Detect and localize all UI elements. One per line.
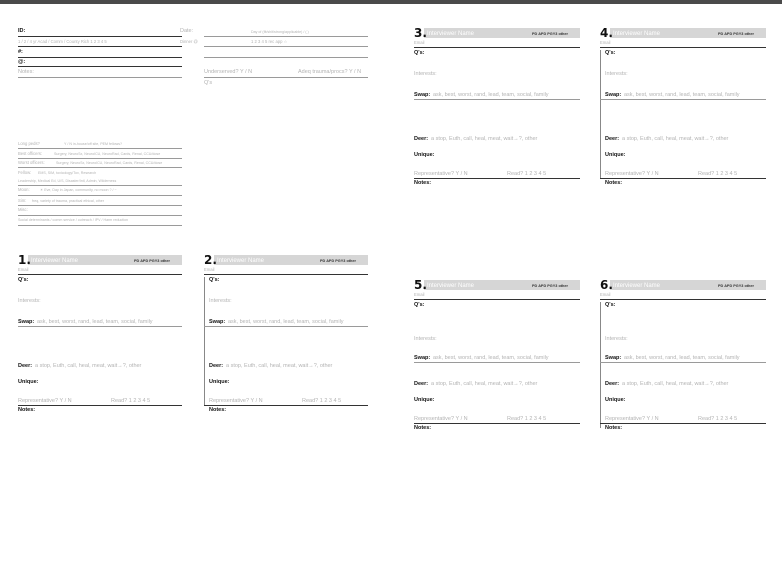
rule bbox=[204, 326, 368, 327]
underserved-label: Underserved? Y / N bbox=[204, 69, 253, 75]
interviewer-number: 5. bbox=[414, 278, 427, 292]
interests-label: Interests: bbox=[414, 71, 437, 77]
rule bbox=[414, 99, 580, 100]
peds-row-label: Sim: bbox=[18, 198, 27, 203]
role-options[interactable]: PD APD PGY3 other bbox=[532, 32, 568, 36]
interviewer-name-label[interactable]: Interviewer Name bbox=[31, 258, 79, 264]
deer-label: Deer: bbox=[605, 381, 620, 387]
qs-label: Q's: bbox=[414, 50, 425, 56]
rule bbox=[18, 167, 182, 168]
rule bbox=[414, 423, 580, 424]
day-of-label: Day of (fit/shit/strong/applicable) / ( ) bbox=[251, 30, 309, 34]
rule bbox=[18, 185, 182, 186]
swap-options: ask, best, worst, rand, lead, team, social, family bbox=[624, 355, 740, 361]
qs-label: Q's: bbox=[605, 50, 616, 56]
swap-options: ask, best, worst, rand, lead, team, social, family bbox=[37, 319, 153, 325]
rule bbox=[18, 195, 182, 196]
notes-label: Notes: bbox=[605, 180, 623, 186]
representative-label: Representative? Y / N bbox=[605, 416, 659, 422]
swap-label: Swap: bbox=[18, 319, 35, 325]
deer-options: a stop, Euth, call, heal, meat, wait→?, other bbox=[431, 381, 538, 387]
adeq-trauma-label: Adeq trauma/procs? Y / N bbox=[298, 69, 362, 75]
qs-label: Q's: bbox=[18, 277, 29, 283]
year-line: 1 / 2 / 4 yr Acad / Comm / County Rich 1 2 3 4 5 bbox=[18, 39, 107, 44]
rule bbox=[18, 326, 182, 327]
peds-row-value: Surgery, NeuroSx, NeuroICU, NeuroRad, Cards, Renal, CCU/dose bbox=[54, 152, 161, 156]
hash-label: #: bbox=[18, 49, 23, 55]
interests-label: Interests: bbox=[605, 71, 628, 77]
deer-options: a stop, Euth, call, heal, meat, wait→?, other bbox=[622, 136, 729, 142]
qs-label: Q's: bbox=[209, 277, 220, 283]
swap-options: ask, best, worst, rand, lead, team, social, family bbox=[228, 319, 344, 325]
column-divider bbox=[204, 277, 205, 405]
peds-row-value: Social determinants / comm service / outreach / IPV / Harm reduction bbox=[18, 218, 129, 222]
rule bbox=[18, 274, 182, 275]
email-label: Email bbox=[18, 267, 29, 272]
rule bbox=[18, 46, 182, 47]
peds-row-value: Leadership, Medical Ed, U/S, Disaster/Intl, Admin, Wilderness bbox=[18, 179, 117, 183]
column-divider bbox=[600, 302, 601, 428]
deer-options: a stop, Euth, call, heal, meat, wait→?, other bbox=[35, 363, 142, 369]
peds-row-value: Y / N in-house/off site, PEM fellows? bbox=[64, 142, 122, 146]
interviewer-number: 4. bbox=[600, 26, 613, 40]
rule bbox=[204, 274, 368, 275]
notes-label: Notes: bbox=[18, 407, 36, 413]
interviewer-number: 1. bbox=[18, 253, 31, 267]
email-label: Email bbox=[600, 292, 611, 297]
interests-label: Interests: bbox=[605, 336, 628, 342]
deer-label: Deer: bbox=[18, 363, 33, 369]
peds-row-label: Moon: bbox=[18, 187, 30, 192]
representative-label: Representative? Y / N bbox=[414, 171, 468, 177]
swap-options: ask, best, worst, rand, lead, team, social, family bbox=[433, 92, 549, 98]
representative-label: Representative? Y / N bbox=[605, 171, 659, 177]
rule bbox=[600, 47, 766, 48]
rule bbox=[204, 46, 368, 47]
deer-options: a stop, Euth, call, heal, meat, wait→?, other bbox=[622, 381, 729, 387]
notes-label: Notes: bbox=[209, 407, 227, 413]
deer-label: Deer: bbox=[414, 136, 429, 142]
day-scale: 1 2 3 4 5 rec app ☆ bbox=[251, 39, 288, 44]
interests-label: Interests: bbox=[18, 298, 41, 304]
rule bbox=[204, 405, 368, 406]
unique-label: Unique: bbox=[18, 379, 39, 385]
swap-options: ask, best, worst, rand, lead, team, social, family bbox=[624, 92, 740, 98]
top-bar bbox=[0, 0, 782, 4]
rule bbox=[18, 77, 182, 78]
dinner-label: Dinner @ bbox=[180, 39, 198, 44]
rule bbox=[204, 36, 368, 37]
rule bbox=[414, 299, 580, 300]
unique-label: Unique: bbox=[414, 397, 435, 403]
rule bbox=[18, 158, 182, 159]
deer-options: a stop, Euth, call, heal, meat, wait→?, other bbox=[226, 363, 333, 369]
qs-label: Q's: bbox=[414, 302, 425, 308]
swap-label: Swap: bbox=[209, 319, 226, 325]
rule bbox=[600, 423, 766, 424]
rule bbox=[600, 362, 766, 363]
rule bbox=[18, 66, 182, 67]
at-label: @: bbox=[18, 59, 26, 65]
rule bbox=[18, 205, 182, 206]
rule bbox=[414, 362, 580, 363]
representative-label: Representative? Y / N bbox=[209, 398, 263, 404]
deer-options: a stop, Euth, call, heal, meat, wait→?, other bbox=[431, 136, 538, 142]
peds-row-value: ☀ Eve, Day in Japan, community, no moon ? / ~ bbox=[40, 188, 117, 192]
swap-label: Swap: bbox=[414, 355, 431, 361]
interviewer-number: 2. bbox=[204, 253, 217, 267]
interviewer-name-label[interactable]: Interviewer Name bbox=[427, 283, 475, 289]
rule bbox=[204, 57, 368, 58]
representative-label: Representative? Y / N bbox=[18, 398, 72, 404]
notes-label: Notes: bbox=[414, 425, 432, 431]
email-label: Email bbox=[414, 292, 425, 297]
email-label: Email bbox=[600, 40, 611, 45]
rule bbox=[18, 57, 182, 58]
peds-row-label: Best officers: bbox=[18, 151, 43, 156]
interests-label: Interests: bbox=[209, 298, 232, 304]
representative-label: Representative? Y / N bbox=[414, 416, 468, 422]
qs-label: Q's bbox=[204, 80, 213, 86]
interviewer-number: 3. bbox=[414, 26, 427, 40]
role-options[interactable]: PD APD PGY3 other bbox=[532, 284, 568, 288]
read-rating-label: Read? 1 2 3 4 5 bbox=[507, 171, 547, 177]
qs-label: Q's: bbox=[605, 302, 616, 308]
rule bbox=[414, 178, 580, 179]
unique-label: Unique: bbox=[414, 152, 435, 158]
interviewer-name-label[interactable]: Interviewer Name bbox=[613, 283, 661, 289]
peds-row-label: Fellow: bbox=[18, 170, 32, 175]
email-label: Email bbox=[414, 40, 425, 45]
notes-label: Notes: bbox=[18, 69, 34, 75]
unique-label: Unique: bbox=[605, 152, 626, 158]
swap-label: Swap: bbox=[605, 92, 622, 98]
swap-label: Swap: bbox=[414, 92, 431, 98]
rule bbox=[18, 148, 182, 149]
read-rating-label: Read? 1 2 3 4 5 bbox=[698, 416, 738, 422]
peds-row-value: EMS, SIM, toxicology/Tox, Research bbox=[38, 171, 97, 175]
rule bbox=[204, 77, 368, 78]
unique-label: Unique: bbox=[605, 397, 626, 403]
peds-row-label: Long peds? bbox=[18, 141, 40, 146]
deer-label: Deer: bbox=[414, 381, 429, 387]
rule bbox=[600, 99, 766, 100]
rule bbox=[18, 405, 182, 406]
read-rating-label: Read? 1 2 3 4 5 bbox=[507, 416, 547, 422]
role-options[interactable]: PD APD PGY3 other bbox=[718, 284, 754, 288]
read-rating-label: Read? 1 2 3 4 5 bbox=[302, 398, 342, 404]
rule bbox=[414, 47, 580, 48]
swap-options: ask, best, worst, rand, lead, team, social, family bbox=[433, 355, 549, 361]
deer-label: Deer: bbox=[209, 363, 224, 369]
role-options[interactable]: PD APD PGY3 other bbox=[134, 259, 170, 263]
rule bbox=[18, 225, 182, 226]
peds-row-label: Misc: bbox=[18, 207, 28, 212]
read-rating-label: Read? 1 2 3 4 5 bbox=[698, 171, 738, 177]
rule bbox=[18, 215, 182, 216]
deer-label: Deer: bbox=[605, 136, 620, 142]
role-options[interactable]: PD APD PGY3 other bbox=[718, 32, 754, 36]
date-label: Date: bbox=[180, 28, 194, 34]
notes-label: Notes: bbox=[605, 425, 623, 431]
rule bbox=[600, 178, 766, 179]
rule bbox=[600, 299, 766, 300]
interviewer-number: 6. bbox=[600, 278, 613, 292]
interviewer-name-label[interactable]: Interviewer Name bbox=[613, 31, 661, 37]
peds-row-label: Worst officers: bbox=[18, 160, 45, 165]
swap-label: Swap: bbox=[605, 355, 622, 361]
unique-label: Unique: bbox=[209, 379, 230, 385]
rule bbox=[18, 36, 182, 37]
role-options[interactable]: PD APD PGY3 other bbox=[320, 259, 356, 263]
interviewer-name-label[interactable]: Interviewer Name bbox=[217, 258, 265, 264]
read-rating-label: Read? 1 2 3 4 5 bbox=[111, 398, 151, 404]
column-divider bbox=[600, 50, 601, 178]
email-label: Email bbox=[204, 267, 215, 272]
interests-label: Interests: bbox=[414, 336, 437, 342]
peds-row-value: freq, variety of trauma, practical ethical, other bbox=[32, 199, 104, 203]
peds-row-value: Surgery, NeuroSx, NeuroICU, NeuroRad, Cards, Renal, CCU/dose bbox=[56, 161, 163, 165]
id-label: ID: bbox=[18, 28, 26, 34]
notes-label: Notes: bbox=[414, 180, 432, 186]
interviewer-name-label[interactable]: Interviewer Name bbox=[427, 31, 475, 37]
